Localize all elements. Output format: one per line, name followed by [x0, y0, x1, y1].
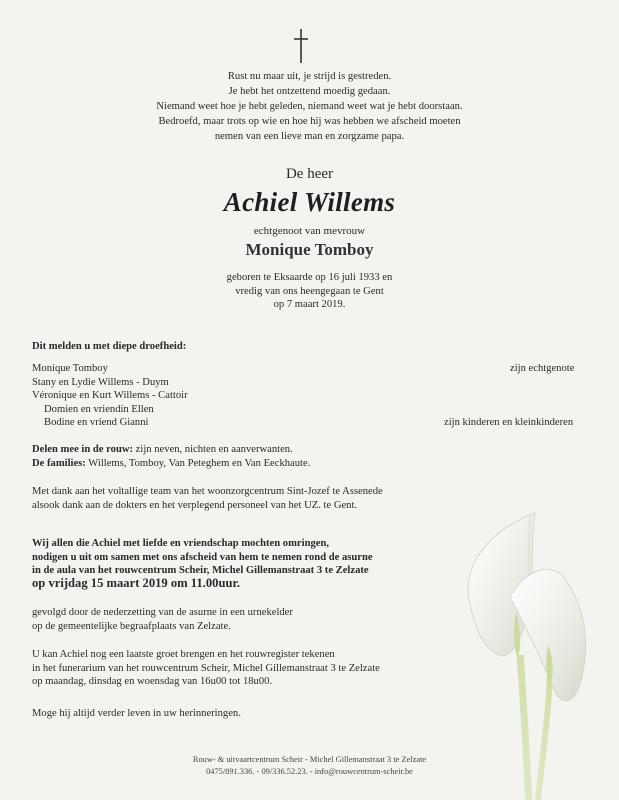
- interment-section: [32, 606, 293, 633]
- poem-line: nemen van een lieve man en zorgzame papa.: [214, 131, 405, 142]
- poem-line: Niemand weet hoe je hebt geleden, niemand weet wat je hebt doorstaan.: [156, 101, 463, 112]
- thanks-line: alsook dank aan de dokters en het verplegend personeel van het UZ. te Gent.: [32, 499, 358, 511]
- closing-line: Moge hij altijd verder leven in uw herinneringen.: [32, 708, 241, 719]
- visit-line: in het funerarium van het rouwcentrum Scheir, Michel Gillemanstraat 3 te Zelzate: [32, 662, 380, 674]
- family-row: [32, 389, 582, 403]
- family-name: Monique Tomboy: [32, 363, 108, 374]
- families-text: Willems, Tomboy, Van Peteghem en Van Eeckhaute.: [85, 457, 311, 469]
- invitation-line: in de aula van het rouwcentrum Scheir, Michel Gillemanstraat 3 te Zelzate: [32, 565, 369, 576]
- announce-heading: Dit melden u met diepe droefheid:: [32, 341, 187, 352]
- poem-line: Bedroefd, maar trots op wie en hoe hij was hebben we afscheid moeten: [158, 116, 461, 127]
- family-role: zijn kinderen en kleinkinderen: [444, 417, 574, 428]
- poem-line: Je hebt het ontzettend moedig gedaan.: [228, 86, 391, 97]
- footer: [0, 754, 619, 778]
- birth-death-line: op 7 maart 2019.: [273, 299, 346, 310]
- deceased-name: Achiel Willems: [223, 187, 396, 217]
- mourning-text: zijn neven, nichten en aanverwanten.: [133, 444, 293, 455]
- thanks-section: [32, 485, 383, 512]
- family-list: [32, 362, 582, 430]
- birth-death-info: [0, 271, 619, 312]
- family-row: [32, 416, 582, 430]
- poem: [0, 69, 619, 144]
- spouse-label: echtgenoot van mevrouw: [253, 225, 366, 237]
- visit-section: [32, 648, 380, 689]
- invitation-line: nodigen u uit om samen met ons afscheid van hem te nemen rond de asurne: [32, 551, 373, 563]
- footer-address: Rouw- & uitvaartcentrum Scheir - Michel Gillemanstraat 3 te Zelzate: [192, 755, 427, 764]
- family-name: Domien en vriendin Ellen: [44, 403, 154, 415]
- family-row: [32, 403, 582, 417]
- spouse-name: Monique Tomboy: [245, 240, 374, 259]
- ceremony-date: op vrijdag 15 maart 2019 om 11.00uur.: [32, 576, 241, 590]
- family-name: Stany en Lydie Willems - Duym: [32, 376, 169, 388]
- families-label: De families:: [32, 457, 86, 469]
- family-name: Bodine en vriend Gianni: [44, 417, 149, 428]
- visit-line: U kan Achiel nog een laatste groet brengen en het rouwregister tekenen: [32, 649, 335, 660]
- thanks-line: Met dank aan het voltallige team van het woonzorgcentrum Sint-Jozef te Assenede: [32, 486, 383, 497]
- cross-icon: [291, 28, 311, 64]
- family-name: Véronique en Kurt Willems - Cattoir: [32, 390, 188, 401]
- family-role: zijn echtgenote: [510, 363, 575, 374]
- birth-death-line: geboren te Eksaarde op 16 juli 1933 en: [226, 272, 393, 283]
- family-row: [32, 362, 582, 376]
- mourning-section: [32, 443, 310, 470]
- visit-line: op maandag, dinsdag en woensdag van 16u00 tot 18u00.: [32, 676, 273, 687]
- birth-death-line: vredig van ons heengegaan te Gent: [235, 285, 384, 297]
- interment-line: gevolgd door de nederzetting van de asurne in een urnekelder: [32, 607, 293, 618]
- family-row: [32, 376, 582, 390]
- poem-line: Rust nu maar uit, je strijd is gestreden.: [227, 71, 392, 82]
- mourning-label: Delen mee in de rouw:: [32, 444, 134, 455]
- invitation-line: Wij allen die Achiel met liefde en vriendschap mochten omringen,: [32, 538, 329, 549]
- title: De heer: [285, 166, 334, 182]
- footer-contact: 0475/891.336. - 09/336.52.23. - info@rouwcentrum-scheir.be: [206, 767, 413, 776]
- invitation-section: [32, 537, 373, 578]
- interment-line: op de gemeentelijke begraafplaats van Zelzate.: [32, 620, 231, 632]
